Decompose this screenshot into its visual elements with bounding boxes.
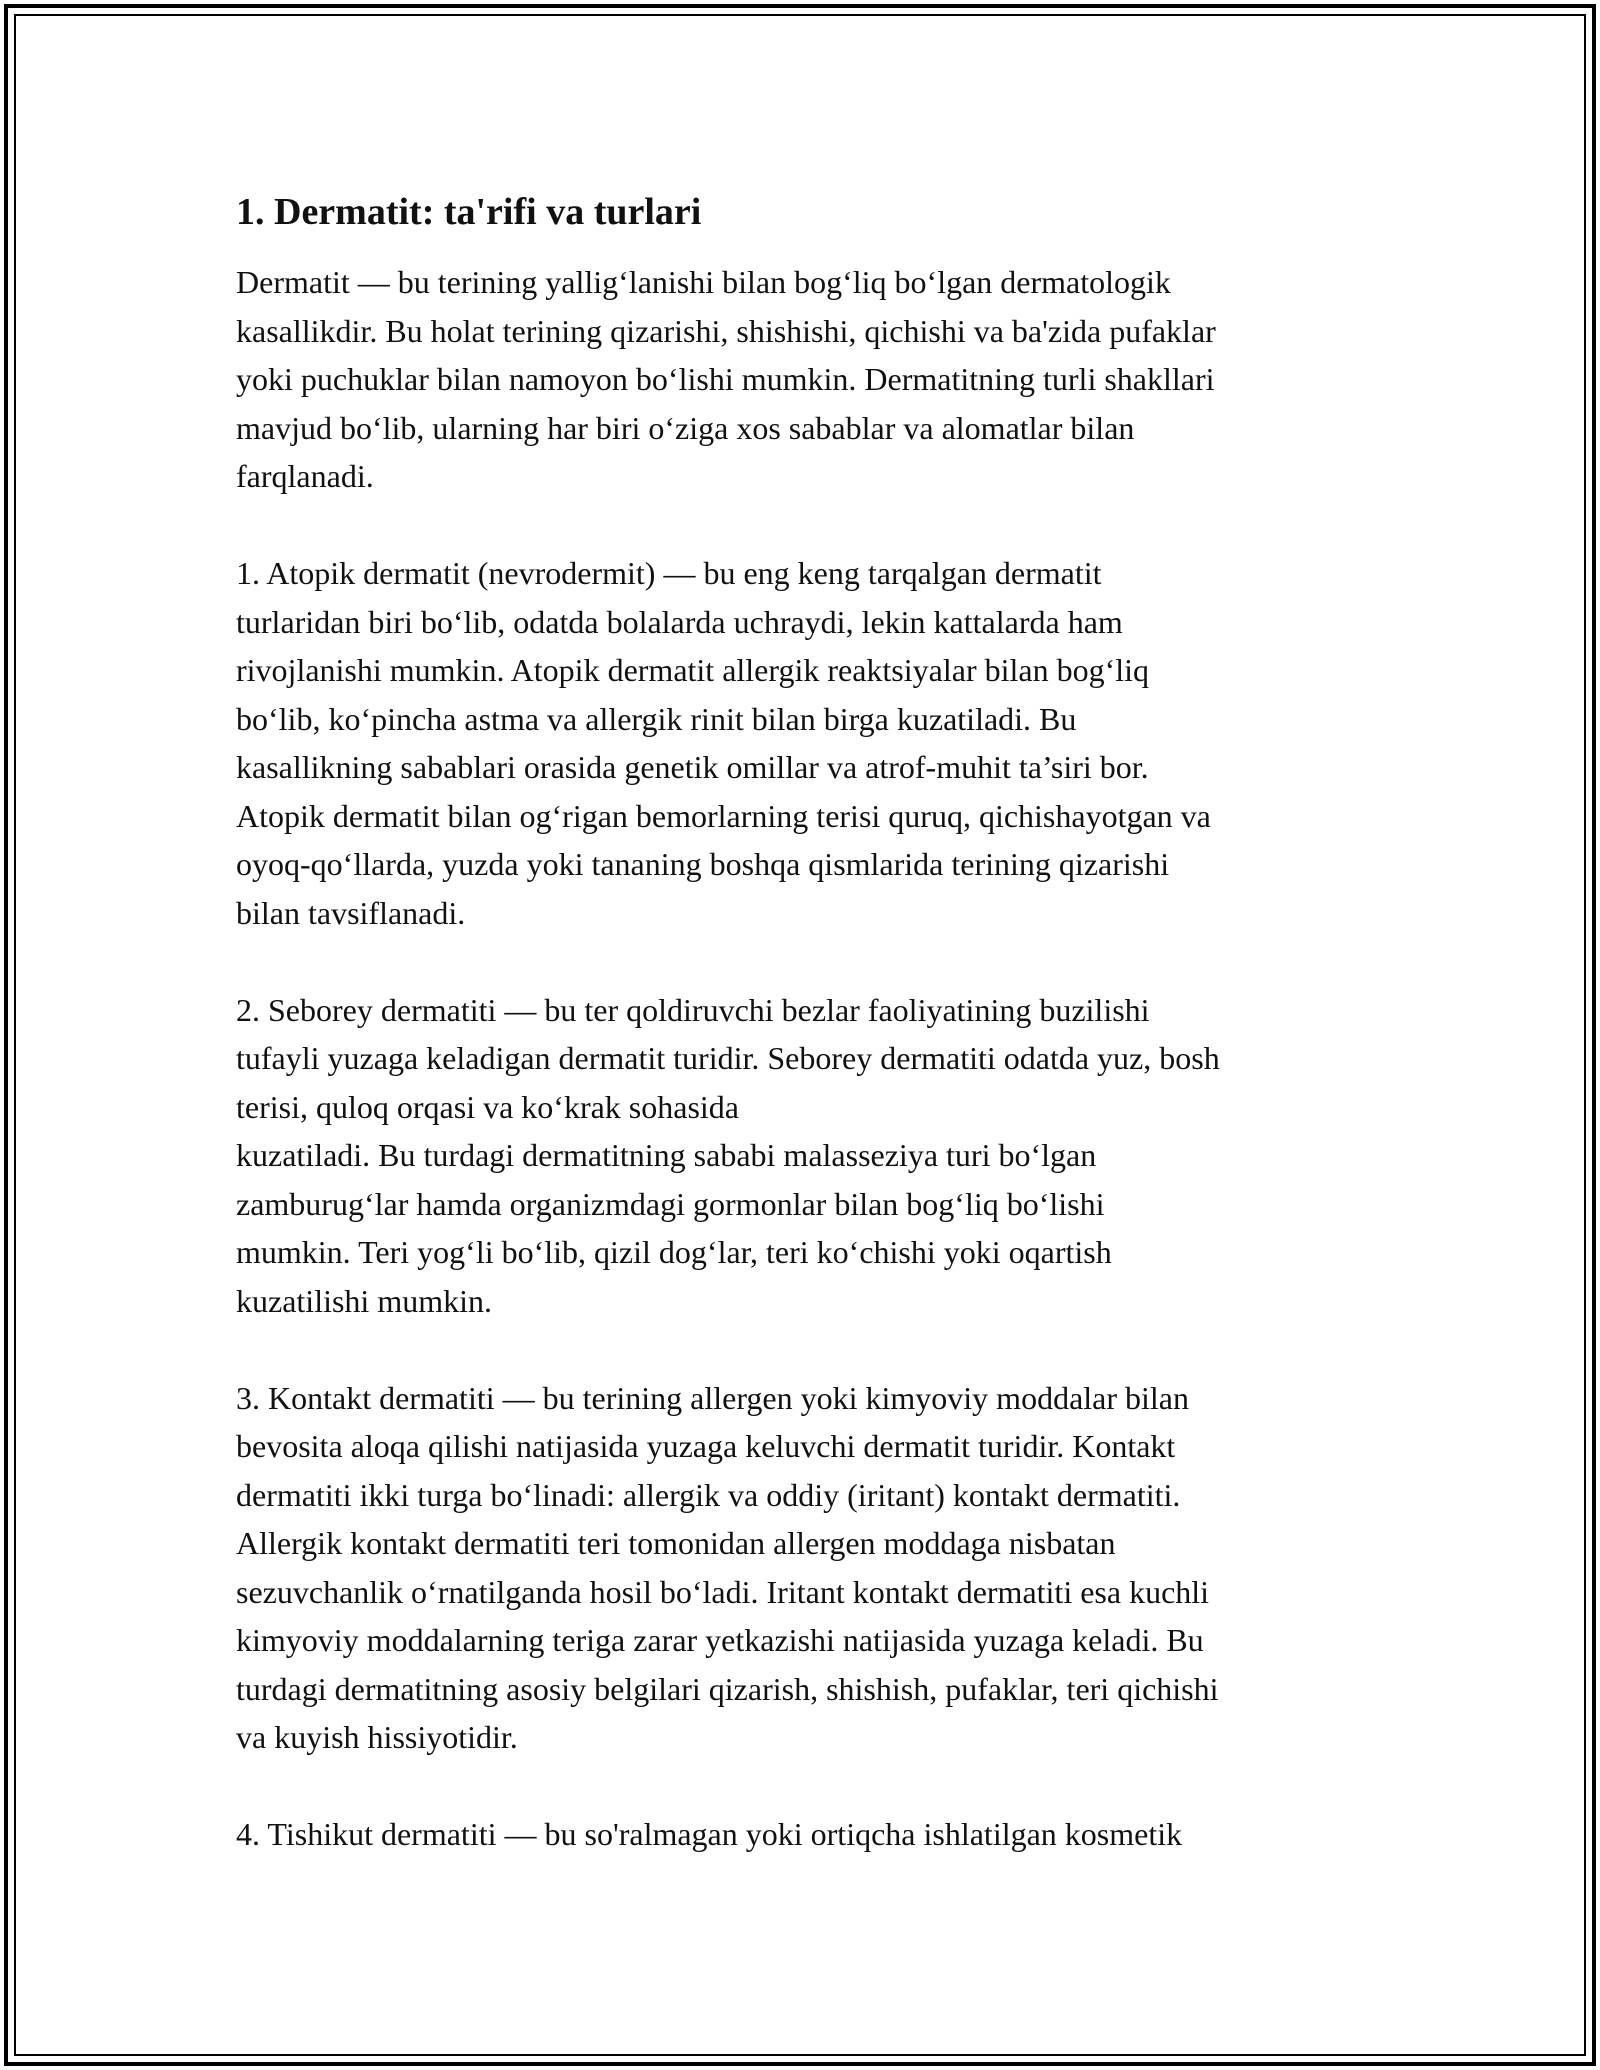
text-line: mumkin. Teri yog‘li bo‘lib, qizil dog‘lar, teri ko‘chishi yoki oqartish bbox=[236, 1234, 1112, 1270]
paragraph-cosmetic-dermatitis bbox=[236, 1810, 1376, 1859]
text-line: tufayli yuzaga keladigan dermatit turidir. Seborey dermatiti odatda yuz, bosh bbox=[236, 1040, 1220, 1076]
text-line: kimyoviy moddalarning teriga zarar yetkazishi natijasida yuzaga keladi. Bu bbox=[236, 1622, 1204, 1658]
text-line: 4. Tishikut dermatiti — bu so'ralmagan yoki ortiqcha ishlatilgan kosmetik bbox=[236, 1816, 1183, 1852]
text-line: Allergik kontakt dermatiti teri tomonidan allergen moddaga nisbatan bbox=[236, 1525, 1116, 1561]
text-line: va kuyish hissiyotidir. bbox=[236, 1719, 518, 1755]
text-line: mavjud bo‘lib, ularning har biri o‘ziga xos sabablar va alomatlar bilan bbox=[236, 409, 1135, 446]
text-line: turdagi dermatitning asosiy belgilari qizarish, shishish, pufaklar, teri qichishi bbox=[236, 1670, 1219, 1707]
text-line: bevosita aloqa qilishi natijasida yuzaga keluvchi dermatit turidir. Kontakt bbox=[236, 1428, 1176, 1464]
text-line: dermatiti ikki turga bo‘linadi: allergik va oddiy (iritant) kontakt dermatiti. bbox=[236, 1476, 1181, 1513]
text-line: 2. Seborey dermatiti — bu ter qoldiruvchi bezlar faoliyatining buzilishi bbox=[236, 991, 1150, 1028]
text-line: 3. Kontakt dermatiti — bu terining allergen yoki kimyoviy moddalar bilan bbox=[236, 1379, 1189, 1416]
text-line: Atopik dermatit bilan og‘rigan bemorlarning terisi quruq, qichishayotgan va bbox=[236, 797, 1211, 834]
text-line: kasallikdir. Bu holat terining qizarishi, shishishi, qichishi va ba'zida pufaklar bbox=[236, 312, 1216, 349]
text-line: terisi, quloq orqasi va ko‘krak sohasida bbox=[236, 1088, 739, 1125]
text-line: Dermatit — bu terining yallig‘lanishi bilan bog‘liq bo‘lgan dermatologik bbox=[236, 264, 1171, 300]
paragraph-atopic-dermatitis bbox=[236, 549, 1376, 937]
text-line: bilan tavsiflanadi. bbox=[236, 894, 466, 931]
text-line: rivojlanishi mumkin. Atopik dermatit allergik reaktsiyalar bilan bog‘liq bbox=[236, 652, 1150, 688]
text-line: zamburug‘lar hamda organizmdagi gormonlar bilan bog‘liq bo‘lishi bbox=[236, 1185, 1105, 1222]
paragraph-contact-dermatitis bbox=[236, 1374, 1376, 1762]
paragraph-intro bbox=[236, 258, 1376, 501]
text-line: farqlanadi. bbox=[236, 458, 374, 494]
paragraph-seborrheic-dermatitis bbox=[236, 986, 1376, 1326]
text-line: turlaridan biri bo‘lib, odatda bolalarda uchraydi, lekin kattalarda ham bbox=[236, 603, 1123, 640]
text-line: sezuvchanlik o‘rnatilganda hosil bo‘ladi. Iritant kontakt dermatiti esa kuchli bbox=[236, 1573, 1210, 1610]
text-line: oyoq-qo‘llarda, yuzda yoki tananing boshqa qismlarida terining qizarishi bbox=[236, 846, 1170, 882]
text-line: bo‘lib, ko‘pincha astma va allergik rinit bilan birga kuzatiladi. Bu bbox=[236, 700, 1077, 737]
document-title: 1. Dermatit: ta'rifi va turlari bbox=[236, 191, 702, 233]
text-line: 1. Atopik dermatit (nevrodermit) — bu eng keng tarqalgan dermatit bbox=[236, 555, 1102, 591]
text-line: yoki puchuklar bilan namoyon bo‘lishi mumkin. Dermatitning turli shakllari bbox=[236, 361, 1215, 397]
text-line: kuzatilishi mumkin. bbox=[236, 1282, 492, 1319]
text-line: kasallikning sabablari orasida genetik omillar va atrof-muhit ta’siri bor. bbox=[236, 749, 1149, 785]
text-line: kuzatiladi. Bu turdagi dermatitning sababi malasseziya turi bo‘lgan bbox=[236, 1137, 1097, 1173]
document-body bbox=[236, 188, 1376, 1907]
